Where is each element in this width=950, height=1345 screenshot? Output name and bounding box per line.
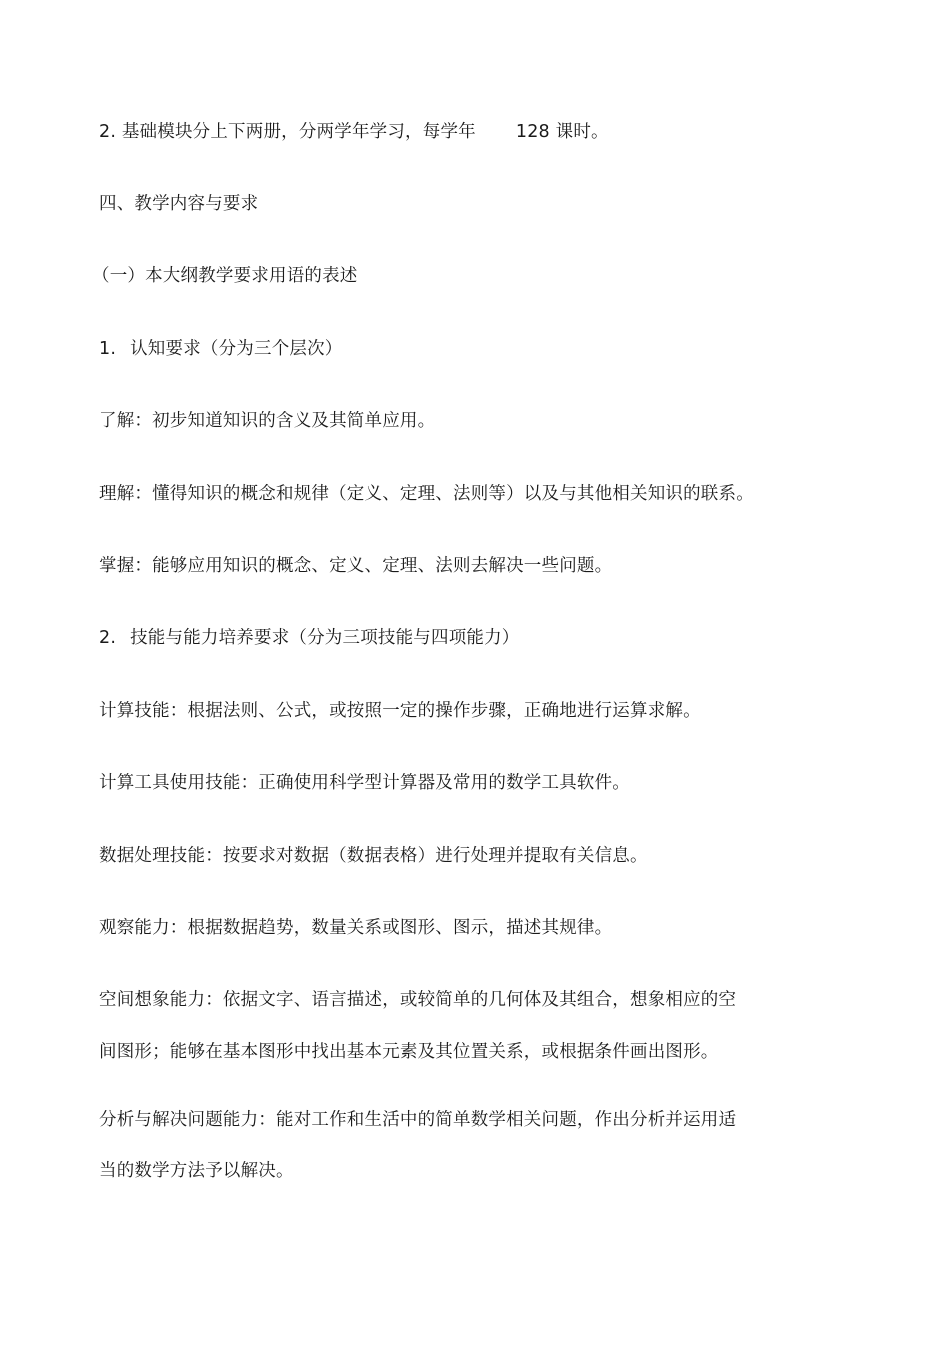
- paragraph-data-skill: 数据处理技能：按要求对数据（数据表格）进行处理并提取有关信息。: [99, 846, 648, 866]
- paragraph-comprehend: 理解：懂得知识的概念和规律（定义、定理、法则等）以及与其他相关知识的联系。: [99, 484, 754, 504]
- list-item-text: 技能与能力培养要求（分为三项技能与四项能力）: [130, 628, 520, 648]
- paragraph-understand: 了解：初步知道知识的含义及其简单应用。: [99, 411, 436, 431]
- paragraph-spatial-line1: 空间想象能力：依据文字、语言描述，或较简单的几何体及其组合，想象相应的空: [99, 990, 737, 1010]
- list-number: 2.: [99, 628, 117, 648]
- paragraph-calc-skill: 计算技能：根据法则、公式，或按照一定的操作步骤，正确地进行运算求解。: [99, 701, 701, 721]
- list-number: 1.: [99, 339, 117, 359]
- subsection-heading-terms: （一）本大纲教学要求用语的表述: [92, 266, 358, 286]
- paragraph-hours: [99, 120, 609, 144]
- list-item-skills-abilities: [99, 626, 520, 650]
- list-item-cognitive-requirements: [99, 337, 343, 361]
- paragraph-analyze-line1: 分析与解决问题能力：能对工作和生活中的简单数学相关问题，作出分析并运用适: [99, 1110, 737, 1130]
- section-heading-content-requirements: 四、教学内容与要求: [99, 194, 259, 214]
- hours-text-part2: 128 课时。: [515, 122, 609, 142]
- paragraph-spatial-line2: 间图形；能够在基本图形中找出基本元素及其位置关系，或根据条件画出图形。: [99, 1042, 719, 1062]
- paragraph-observe: 观察能力：根据数据趋势，数量关系或图形、图示，描述其规律。: [99, 918, 613, 938]
- paragraph-analyze-line2: 当的数学方法予以解决。: [99, 1161, 294, 1181]
- paragraph-master: 掌握：能够应用知识的概念、定义、定理、法则去解决一些问题。: [99, 556, 613, 576]
- hours-text-part1: 2. 基础模块分上下两册，分两学年学习，每学年: [99, 122, 476, 142]
- list-item-text: 认知要求（分为三个层次）: [130, 339, 343, 359]
- paragraph-tool-skill: 计算工具使用技能：正确使用科学型计算器及常用的数学工具软件。: [99, 773, 630, 793]
